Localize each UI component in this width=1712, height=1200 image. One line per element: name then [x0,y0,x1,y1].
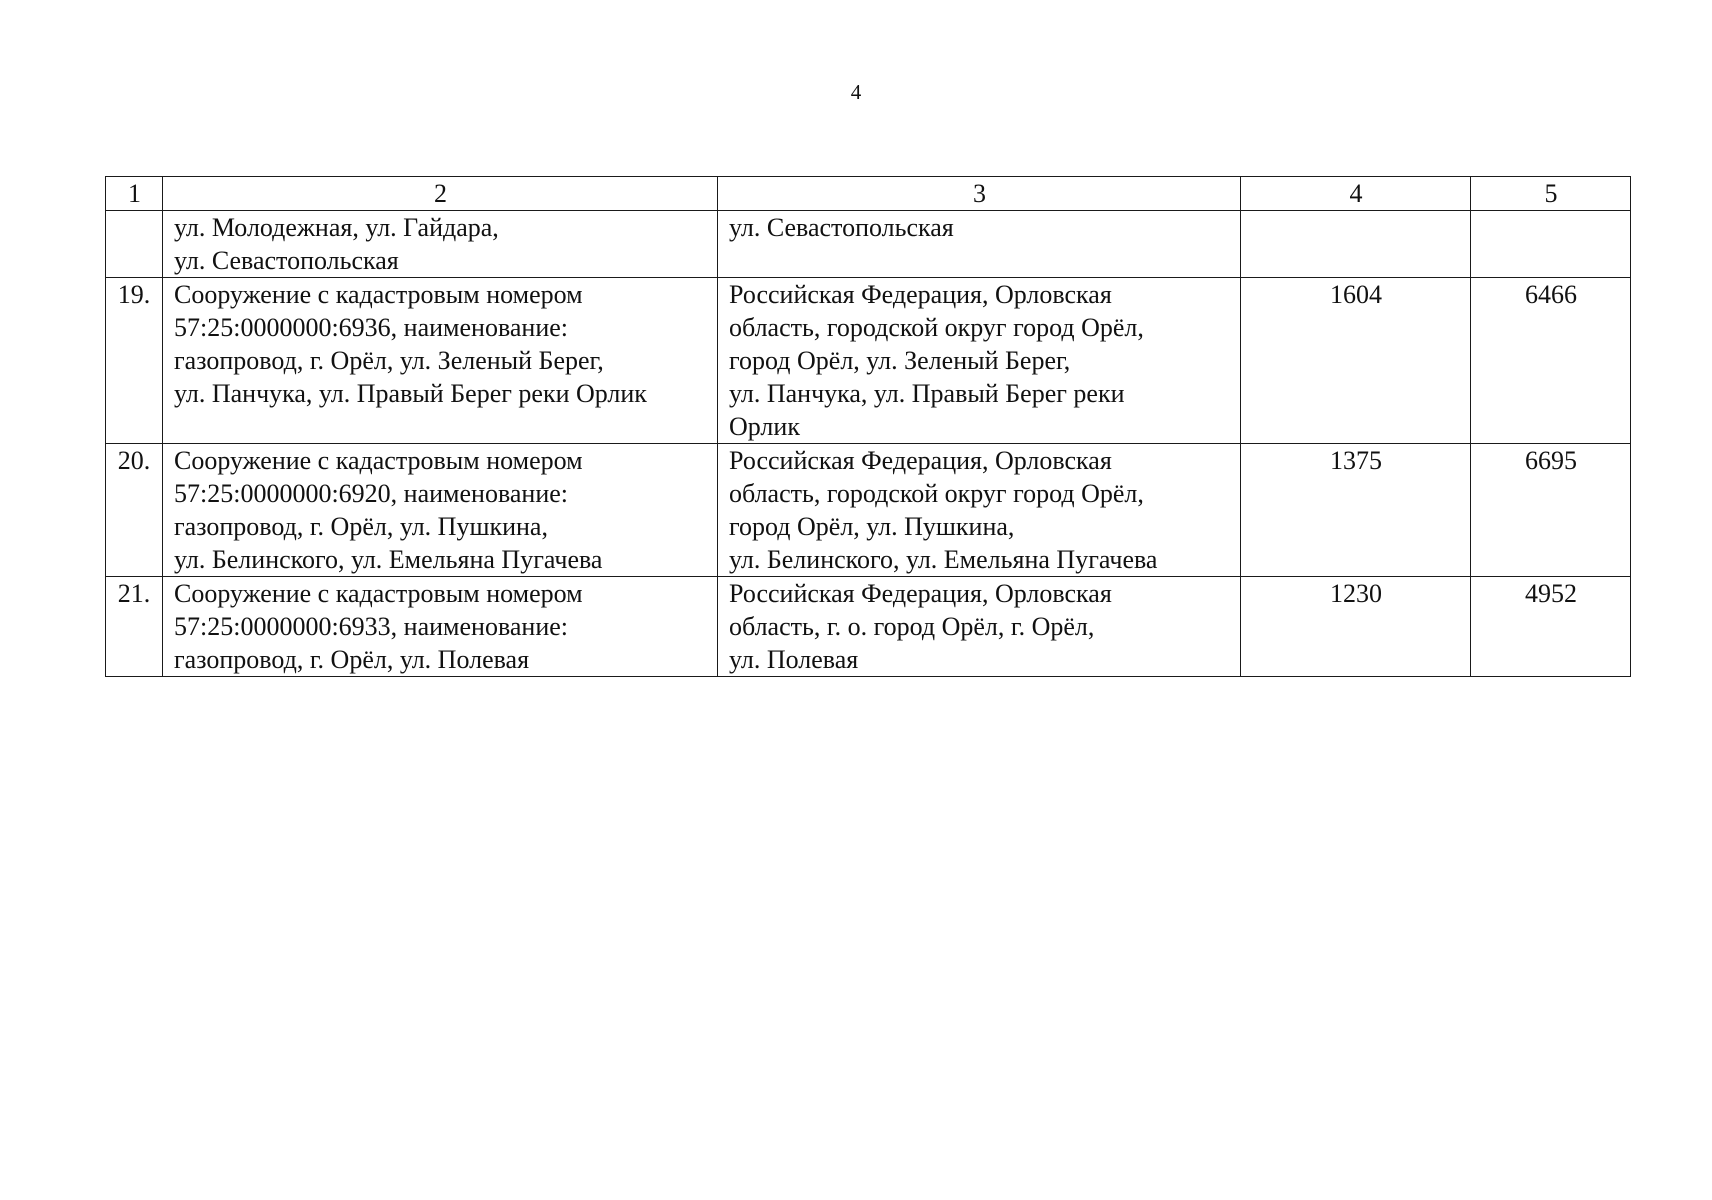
object-line: ул. Белинского, ул. Емельяна Пугачева [174,545,603,574]
table-row [106,444,1631,577]
row-number: 20. [106,444,163,577]
column-header-2: 2 [163,177,718,211]
object-line: Сооружение с кадастровым номером [174,579,583,608]
address-line: Орлик [729,412,800,441]
row-number: 19. [106,278,163,444]
row-number: 21. [106,577,163,677]
object-description [163,444,718,577]
column-header-4: 4 [1241,177,1471,211]
column-4-value: 1375 [1241,444,1471,577]
address-line: ул. Полевая [729,645,859,674]
column-5-value: 6466 [1471,278,1631,444]
table-header-row [106,177,1631,211]
column-header-5: 5 [1471,177,1631,211]
column-5-value [1471,211,1631,278]
address-line: ул. Белинского, ул. Емельяна Пугачева [729,545,1158,574]
address-line: область, городской округ город Орёл, [729,479,1144,508]
object-line: Сооружение с кадастровым номером [174,446,583,475]
object-description [163,211,718,278]
address-line: город Орёл, ул. Зеленый Берег, [729,346,1071,375]
object-line: газопровод, г. Орёл, ул. Зеленый Берег, [174,346,604,375]
address-line: город Орёл, ул. Пушкина, [729,512,1015,541]
object-line: ул. Севастопольская [174,246,399,275]
column-4-value: 1230 [1241,577,1471,677]
address-line: Российская Федерация, Орловская [729,280,1112,309]
column-5-value: 6695 [1471,444,1631,577]
column-header-3: 3 [718,177,1241,211]
object-address [718,577,1241,677]
object-description [163,577,718,677]
object-address [718,278,1241,444]
table-row [106,278,1631,444]
object-description [163,278,718,444]
column-4-value [1241,211,1471,278]
row-number [106,211,163,278]
object-address [718,211,1241,278]
address-line: область, городской округ город Орёл, [729,313,1144,342]
object-line: 57:25:0000000:6933, наименование: [174,612,569,641]
column-header-1: 1 [106,177,163,211]
address-line: Российская Федерация, Орловская [729,446,1112,475]
object-line: 57:25:0000000:6936, наименование: [174,313,569,342]
page-number: 4 [850,80,862,104]
object-line: газопровод, г. Орёл, ул. Пушкина, [174,512,548,541]
address-line: Российская Федерация, Орловская [729,579,1112,608]
table-row [106,211,1631,278]
address-line: область, г. о. город Орёл, г. Орёл, [729,612,1095,641]
object-line: Сооружение с кадастровым номером [174,280,583,309]
object-address [718,444,1241,577]
object-line: ул. Молодежная, ул. Гайдара, [174,213,499,242]
object-line: 57:25:0000000:6920, наименование: [174,479,569,508]
column-5-value: 4952 [1471,577,1631,677]
address-line: ул. Севастопольская [729,213,954,242]
table-row [106,577,1631,677]
address-line: ул. Панчука, ул. Правый Берег реки [729,379,1125,408]
object-line: ул. Панчука, ул. Правый Берег реки Орлик [174,379,647,408]
object-line: газопровод, г. Орёл, ул. Полевая [174,645,530,674]
registry-table [105,176,1631,677]
column-4-value: 1604 [1241,278,1471,444]
